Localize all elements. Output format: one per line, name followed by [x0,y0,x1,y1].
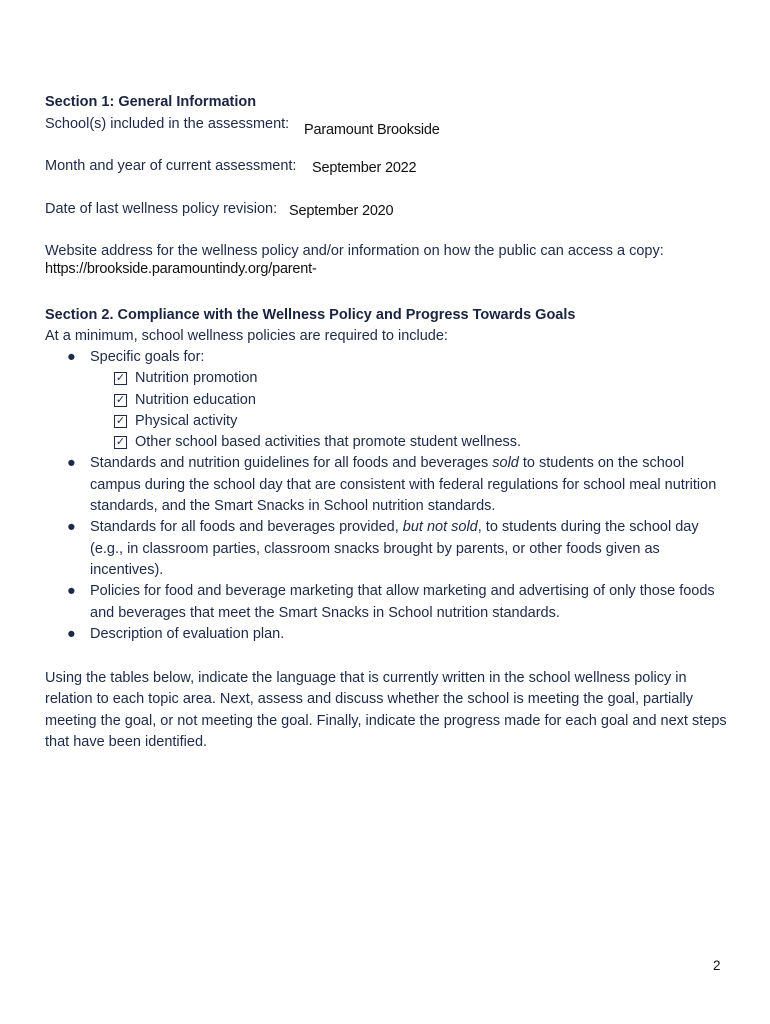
goal-label: Nutrition promotion [135,370,258,387]
text-fragment: , to students during the school day (e.g., in classroom parties, classroom snacks brought by parents, or other foods given as incentives). [90,519,699,578]
section1-heading: Section 1: General Information [45,94,257,110]
checked-box-icon[interactable]: ✓ [115,436,126,449]
section2-heading: Section 2. Compliance with the Wellness Policy and Progress Towards Goals [45,307,576,323]
goal-label: Nutrition education [135,391,256,408]
list-item-text: Specific goals for: [90,349,205,365]
list-item-text: Description of evaluation plan. [90,625,285,642]
month-field[interactable]: September 2022 [312,160,417,176]
section2-intro: At a minimum, school wellness policies are required to include: [45,328,448,344]
list-item-text: Policies for food and beverage marketing that allow marketing and advertising of only those foods and beverages that meet the Smart Snacks in School nutrition standards. [90,583,715,621]
page-number: 2 [713,958,721,973]
list-item [45,517,735,581]
bullet-dot-icon: ● [67,519,76,536]
revision-label: Date of last wellness policy revision: [45,201,278,217]
goal-item [90,411,735,432]
goal-item [90,390,735,411]
goal-label: Physical activity [135,412,238,429]
emphasis-text: sold [492,455,519,472]
month-label: Month and year of current assessment: [45,158,297,174]
goal-item [90,432,735,453]
list-item [45,453,735,517]
list-item [45,624,735,645]
checked-box-icon[interactable]: ✓ [115,414,126,427]
list-item-text [90,455,716,514]
goal-item [90,368,735,389]
bullet-dot-icon: ● [67,625,76,642]
goals-list [90,368,735,453]
checked-box-icon[interactable]: ✓ [115,393,126,406]
list-item [45,581,735,624]
emphasis-text: but not sold [402,519,478,536]
checked-box-icon[interactable]: ✓ [115,372,126,385]
text-fragment: Standards and nutrition guidelines for all foods and beverages [90,455,493,472]
goal-label: Other school based activities that promote student wellness. [135,434,522,451]
bullet-dot-icon: ● [67,349,76,365]
schools-field[interactable]: Paramount Brookside [304,122,440,138]
revision-field[interactable]: September 2020 [289,203,394,219]
text-fragment: Standards for all foods and beverages provided, [90,519,403,536]
requirements-list [45,347,735,645]
list-item-text [90,519,699,578]
list-item [45,347,735,453]
website-field[interactable]: https://brookside.paramountindy.org/parent- [45,261,317,277]
bullet-dot-icon: ● [67,455,76,472]
website-label: Website address for the wellness policy and/or information on how the public can access a copy: [45,243,664,259]
schools-label: School(s) included in the assessment: [45,116,290,132]
text-fragment: to students on the school campus during the school day that are consistent with federal regulations for school meal nutrition standards, and the Smart Snacks in School nutrition standards. [90,455,717,515]
bullet-dot-icon: ● [67,583,76,600]
instructions-paragraph: Using the tables below, indicate the language that is currently written in the school wellness policy in relation to each topic area. Next, assess and discuss whether the school is meeting the goal, partially meeting the goal, or not meeting the goal. Finally, indicate the progress made for each goal and next steps that have been identified. [45,670,727,750]
